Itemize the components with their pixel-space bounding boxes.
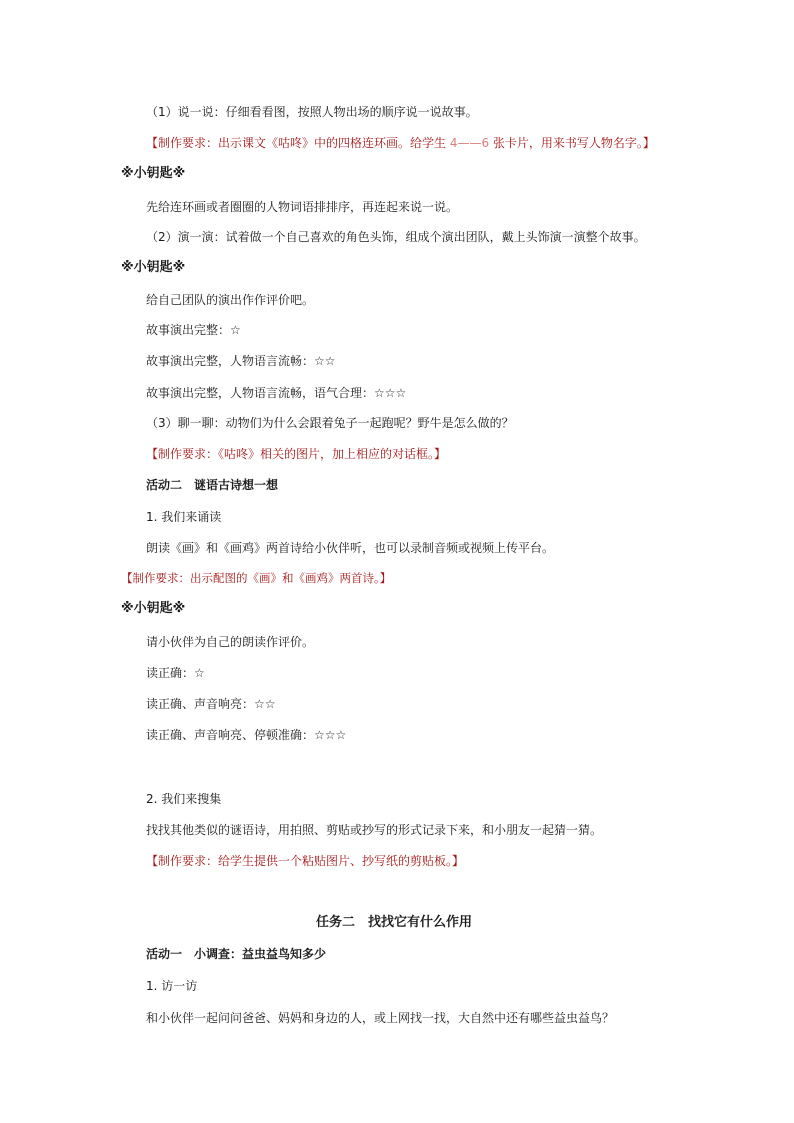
- requirement-clipboard: 【制作要求：给学生提供一个粘贴图片、抄写纸的剪贴板。】: [146, 854, 465, 868]
- evaluation-intro: 给自己团队的演出作作评价吧。: [146, 293, 315, 307]
- tip-text: 先给连环画或者圈圈的人物词语排排序，再连起来说一说。: [146, 200, 459, 214]
- tip-heading: ※小钥匙※: [121, 601, 186, 616]
- reading-evaluation-intro: 请小伙伴为自己的朗读作评价。: [146, 635, 315, 649]
- tip-heading: ※小钥匙※: [121, 260, 186, 275]
- recite-heading: 1. 我们来诵读: [146, 510, 222, 524]
- collect-heading: 2. 我们来搜集: [146, 792, 222, 806]
- chat-step: （3）聊一聊：动物们为什么会跟着兔子一起跑呢？野牛是怎么做的？: [146, 416, 514, 430]
- reading-two-star: 读正确、声音响亮：☆☆: [146, 697, 276, 711]
- visit-heading: 1. 访一访: [146, 979, 198, 993]
- requirement-card-count: 4——6: [449, 136, 490, 150]
- reading-three-star: 读正确、声音响亮、停顿准确：☆☆☆: [146, 728, 347, 742]
- requirement-poems: 【制作要求：出示配图的《画》和《画鸡》两首诗。】: [121, 571, 392, 585]
- requirement-comic: [146, 135, 655, 151]
- rating-two-star: 故事演出完整，人物语言流畅：☆☆: [146, 354, 336, 368]
- speak-step: （1）说一说：仔细看看图，按照人物出场的顺序说一说故事。: [146, 105, 478, 119]
- activity-one-heading: 活动一 小调查：益虫益鸟知多少: [146, 947, 327, 961]
- requirement-comic-tail: 张卡片，用来书写人物名字。】: [489, 136, 655, 150]
- requirement-comic-text: 【制作要求：出示课文《咕咚》中的四格连环画。给学生: [146, 136, 450, 150]
- rating-three-star: 故事演出完整，人物语言流畅，语气合理：☆☆☆: [146, 386, 407, 400]
- task-two-title: 任务二 找找它有什么作用: [316, 915, 473, 930]
- visit-text: 和小伙伴一起问问爸爸、妈妈和身边的人，或上网找一找，大自然中还有哪些益虫益鸟？: [146, 1011, 615, 1025]
- tip-heading: ※小钥匙※: [121, 166, 186, 181]
- act-step: （2）演一演：试着做一个自己喜欢的角色头饰，组成个演出团队，戴上头饰演一演整个故事。: [146, 230, 646, 244]
- collect-text: 找找其他类似的谜语诗，用拍照、剪贴或抄写的形式记录下来，和小朋友一起猜一猜。: [146, 823, 603, 837]
- recite-text: 朗读《画》和《画鸡》两首诗给小伙伴听，也可以录制音频或视频上传平台。: [146, 541, 555, 555]
- requirement-dialogue: 【制作要求：《咕咚》相关的图片，加上相应的对话框。】: [146, 447, 447, 461]
- activity-two-heading: 活动二 谜语古诗想一想: [146, 478, 279, 492]
- reading-one-star: 读正确：☆: [146, 666, 205, 680]
- rating-one-star: 故事演出完整：☆: [146, 323, 241, 337]
